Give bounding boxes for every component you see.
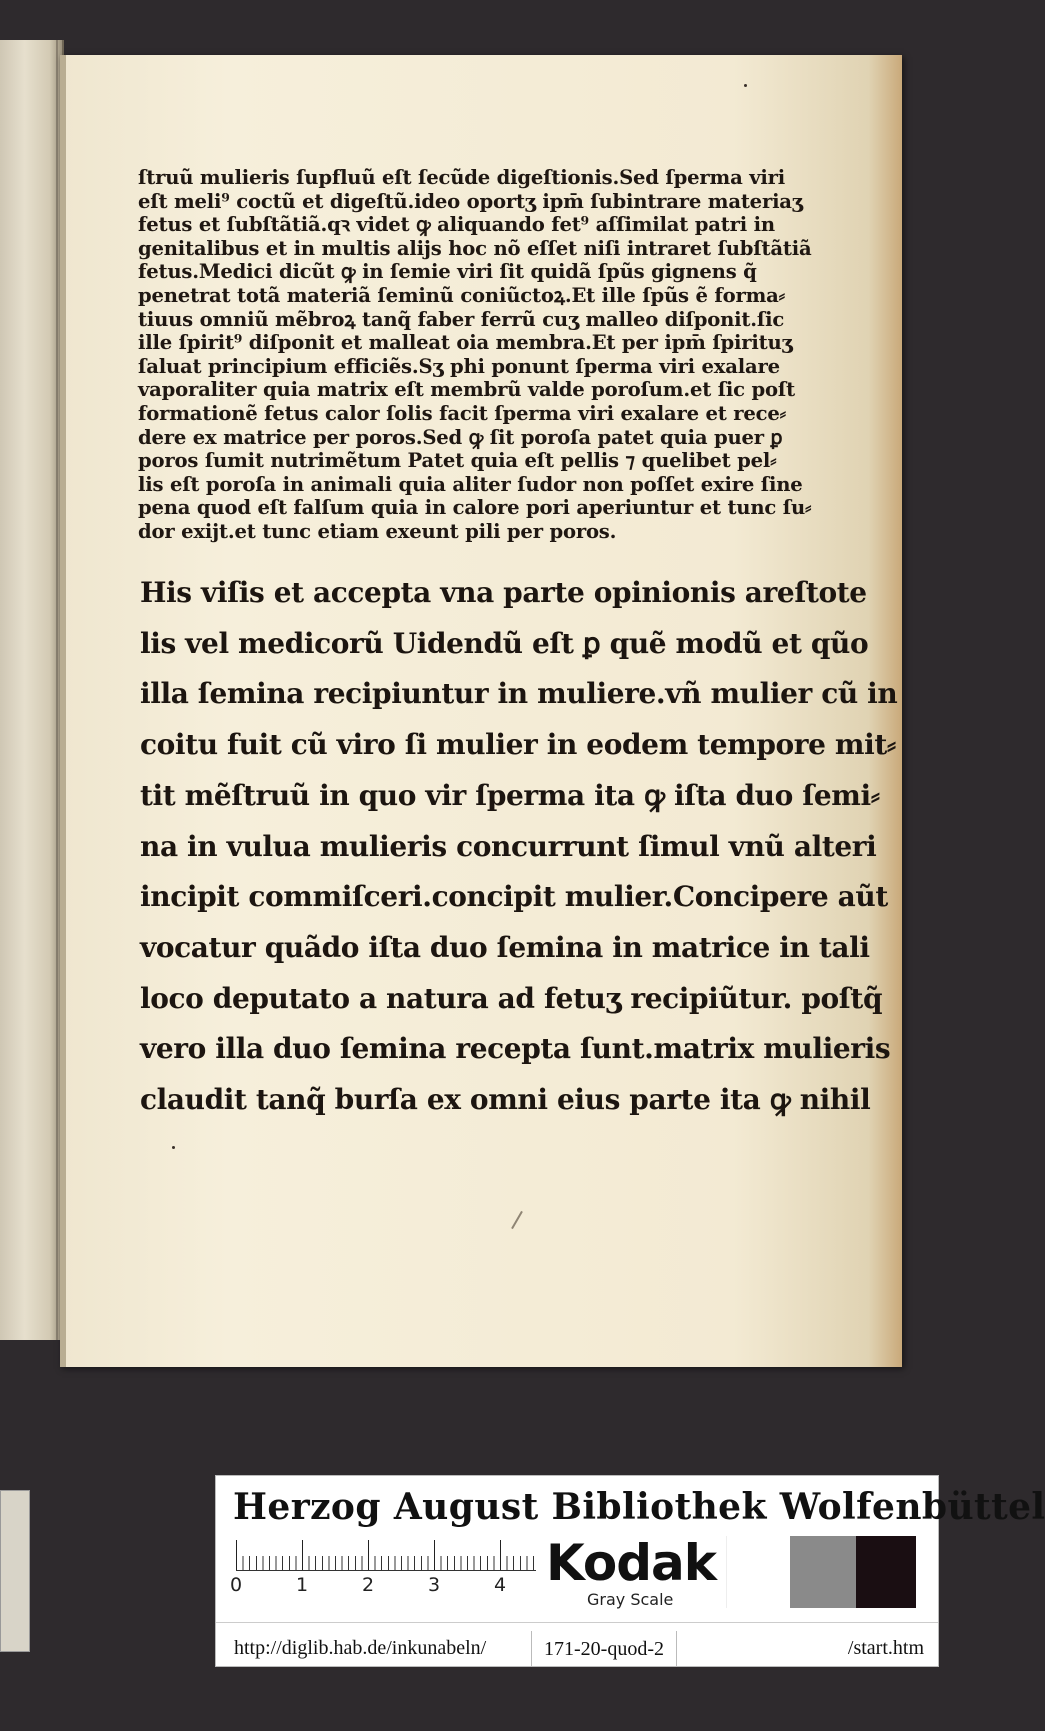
text-line: vocatur quãdo iſta duo ſemina in matrice in tali bbox=[140, 930, 870, 964]
ruler-number: 0 bbox=[230, 1574, 243, 1596]
text-line: fetus et ſubſtãtiã.qꝛ videt ꝙ aliquando fet⁹ aſſimilat patri in bbox=[138, 213, 775, 237]
url-row bbox=[216, 1622, 938, 1667]
text-line: incipit commiſceri.concipit mulier.Concipere aũt bbox=[140, 880, 888, 914]
text-line: na in vulua mulieris concurrunt ſimul vnũ alteri bbox=[140, 829, 877, 863]
facing-page-edge bbox=[0, 40, 64, 1340]
ruler-number: 3 bbox=[428, 1574, 441, 1596]
text-line: vero illa duo ſemina recepta ſunt.matrix mulieris bbox=[140, 1032, 891, 1066]
text-line: vaporaliter quia matrix eſt membrũ valde poroſum.et ſic poſt bbox=[138, 378, 795, 402]
ruler-number: 2 bbox=[362, 1574, 375, 1596]
text-line: ſtruũ mulieris ſupfluũ eſt ſecũde digeſtionis.Sed ſperma viri bbox=[138, 166, 785, 189]
text-line: dor exijt.et tunc etiam exeunt pili per poros. bbox=[138, 519, 617, 543]
text-line: lis eſt poroſa in animali quia aliter ſudor non poſſet exire ſine bbox=[138, 472, 803, 496]
text-line: claudit tanq̃ burſa ex omni eius parte ita ꝙ nihil bbox=[140, 1083, 871, 1117]
library-name: Herzog August Bibliothek Wolfenbüttel bbox=[233, 1486, 1045, 1528]
text-line: poros ſumit nutrimẽtum Patet quia eſt pellis ⁊ quelibet pel⸗ bbox=[138, 449, 777, 473]
shelfmark: 171-20-quod-2 bbox=[531, 1631, 677, 1667]
ruler-number: 1 bbox=[296, 1574, 309, 1596]
large-text-block bbox=[140, 568, 898, 1126]
ruler-number: 4 bbox=[494, 1574, 507, 1596]
text-line: coitu fuit cũ viro ſi mulier in eodem tempore mit⸗ bbox=[140, 728, 896, 762]
text-line: ille ſpirit⁹ diſponit et malleat oia membra.Et per ipm̄ ſpirituʒ bbox=[138, 331, 793, 355]
text-line: fetus.Medici dicũt ꝙ in ſemie viri ſit quidã ſpũs gignens q̃ bbox=[138, 260, 757, 284]
ink-dot bbox=[744, 84, 747, 87]
measurement-ruler bbox=[236, 1538, 536, 1571]
text-line: dere ex matrice per poros.Sed ꝙ ſit poroſa patet quia puer ꝑ bbox=[138, 425, 783, 449]
black-patch bbox=[856, 1536, 916, 1608]
white-patch bbox=[726, 1536, 791, 1608]
side-tab bbox=[0, 1490, 30, 1652]
text-line: illa ſemina recipiuntur in muliere.vñ mulier cũ in bbox=[140, 677, 898, 711]
text-line: ſaluat principium efficiẽs.Sʒ phi ponunt ſperma viri exalare bbox=[138, 354, 780, 378]
text-line: genitalibus et in multis alijs hoc nõ eſſet niſi intraret ſubſtãtiã bbox=[138, 236, 812, 260]
text-line: formationẽ fetus calor ſolis facit ſperma viri exalare et rece⸗ bbox=[138, 401, 786, 425]
gray-patch bbox=[790, 1536, 856, 1608]
url-prefix: http://diglib.hab.de/inkunabeln/ bbox=[234, 1637, 487, 1659]
ruler-numbers bbox=[230, 1574, 550, 1598]
text-line: pena quod eſt falſum quia in calore pori aperiuntur et tunc ſu⸗ bbox=[138, 496, 812, 520]
text-line: penetrat totã materiã ſeminũ coniũctoꝝ.Et ille ſpũs ẽ forma⸗ bbox=[138, 283, 785, 307]
text-line: tiuus omniũ mẽbroꝝ tanq̃ faber ferrũ cuʒ malleo diſponit.ſic bbox=[138, 307, 785, 331]
text-line: lis vel medicorũ Uidendũ eſt ꝑ quẽ modũ et qũo bbox=[140, 626, 869, 660]
text-line: tit mẽſtruũ in quo vir ſperma ita ꝙ iſta duo ſemi⸗ bbox=[140, 778, 880, 812]
color-calibration-bar bbox=[215, 1475, 1045, 1667]
ink-dot bbox=[172, 1146, 175, 1149]
text-line: eſt meli⁹ coctũ et digeſtũ.ideo oportʒ ipm̄ ſubintrare materiaʒ bbox=[138, 189, 803, 213]
page-gutter bbox=[60, 55, 66, 1367]
small-text-block bbox=[138, 166, 812, 544]
kodak-logo: Kodak bbox=[546, 1534, 716, 1592]
text-line: loco deputato a natura ad fetuʒ recipiũtur. poſtq̃ bbox=[140, 981, 883, 1015]
gray-scale-label: Gray Scale bbox=[587, 1590, 674, 1609]
text-line: His viſis et accepta vna parte opinionis areſtote bbox=[140, 576, 867, 609]
url-suffix: /start.htm bbox=[847, 1637, 924, 1659]
